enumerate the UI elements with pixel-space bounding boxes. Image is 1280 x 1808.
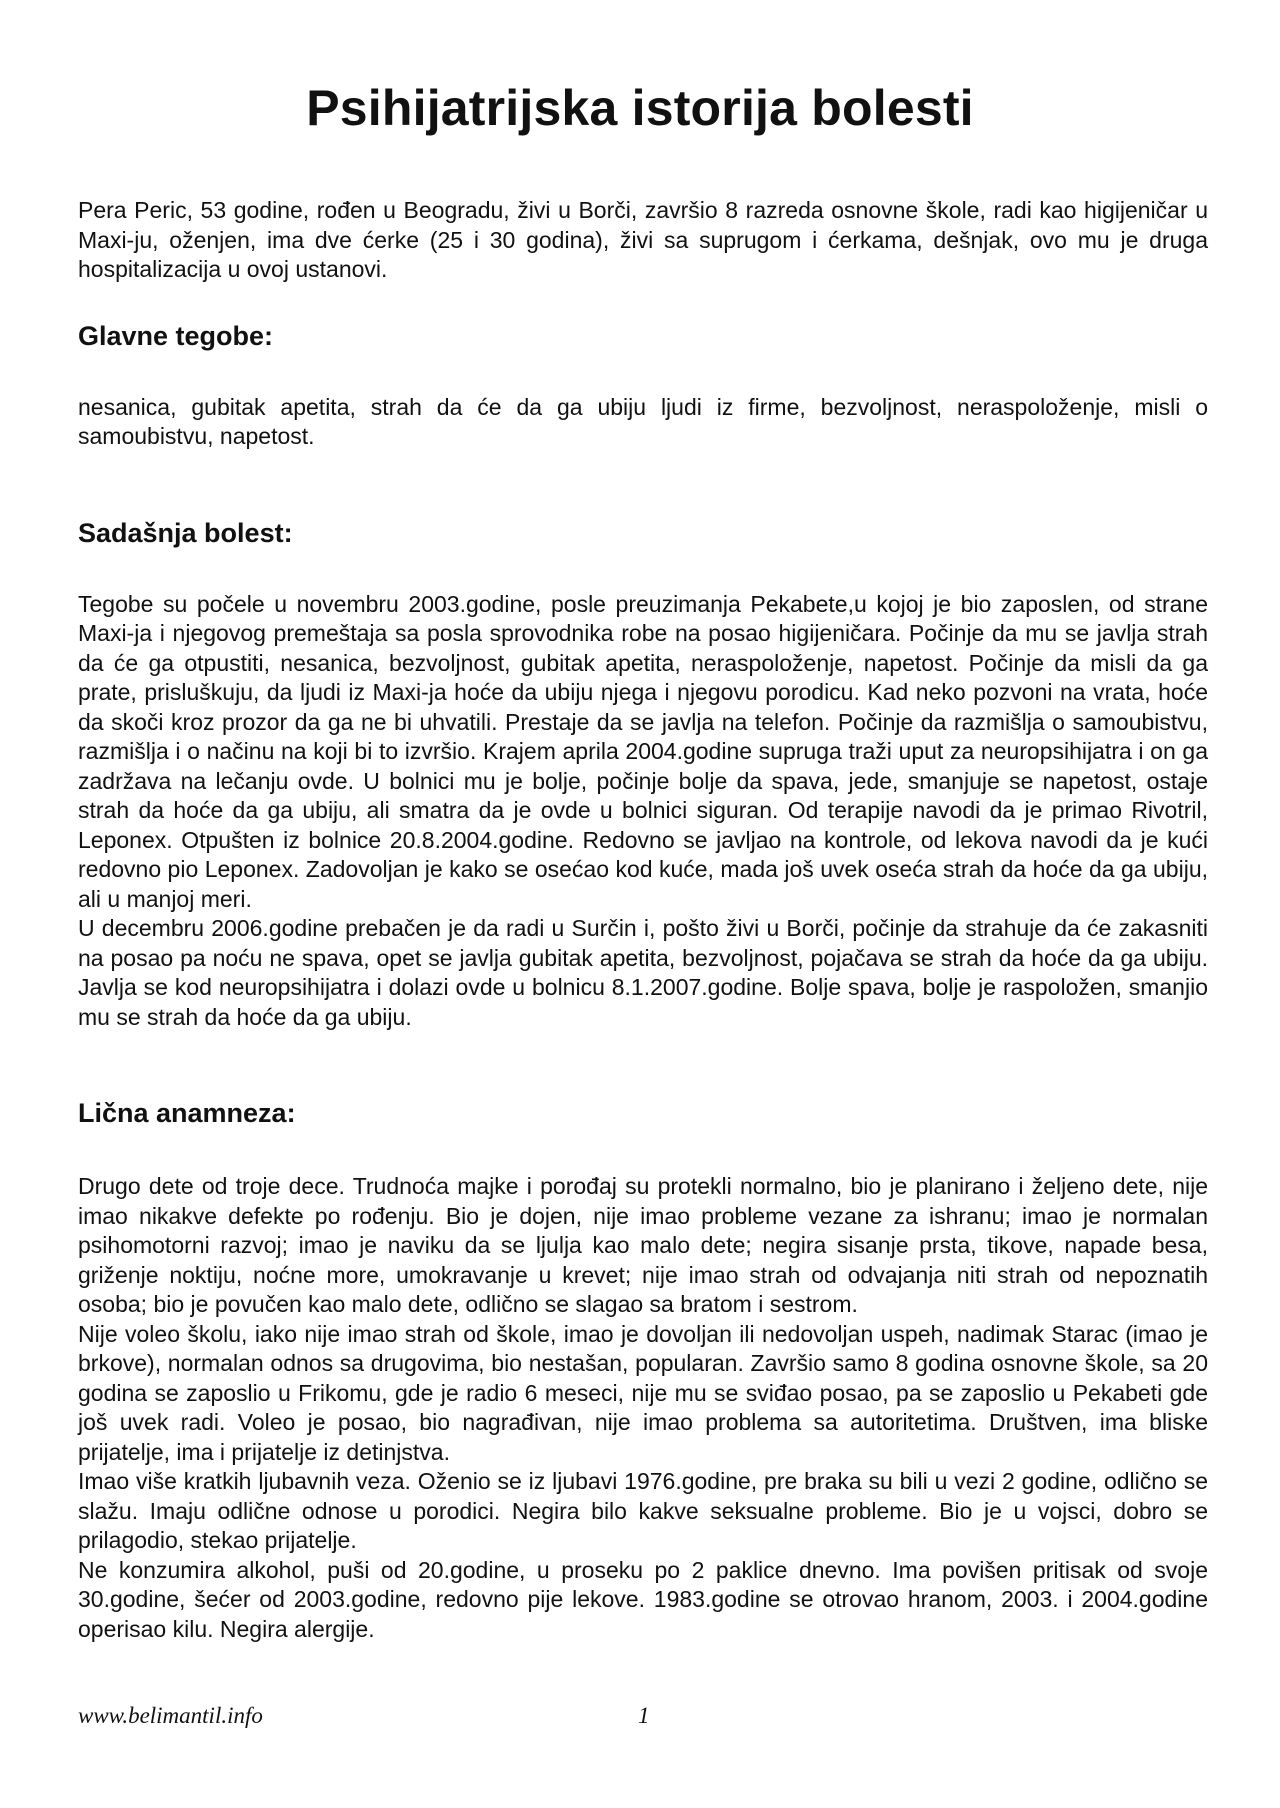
personal-history-paragraph: Ne konzumira alkohol, puši od 20.godine, u proseku po 2 paklice dnevno. Ima povišen pritisak od svoje 30.godine, šećer od 2003.godine, redovno pije lekove. 1983.godine se otrovao hranom, 2003. i 2004.godine operisao kilu. Negira alergije. <box>78 1556 1208 1642</box>
main-complaints-paragraph: nesanica, gubitak apetita, strah da će da ga ubiju ljudi iz firme, bezvoljnost, neraspoloženje, misli o samoubistvu, napetost. <box>78 393 1208 449</box>
page-footer <box>78 1701 1208 1731</box>
section-heading-personal-history: Lična anamneza: <box>78 1098 296 1128</box>
personal-history-paragraph: Nije voleo školu, iako nije imao strah od škole, imao je dovoljan ili nedovoljan uspeh, nadimak Starac (imao je brkove), normalan odnos sa drugovima, bio nestašan, popularan. Završio samo 8 godina osnovne škole, sa 20 godina se zaposlio u Frikomu, gde je radio 6 meseci, nije mu se sviđao posao, pa se zaposlio u Pekabeti gde još uvek radi. Voleo je posao, bio nagrađivan, nije imao problema sa autoritetima. Društven, ima bliske prijatelje, ima i prijatelje iz detinjstva. <box>78 1320 1208 1465</box>
section-heading-present-illness: Sadašnja bolest: <box>78 517 293 548</box>
personal-history-paragraph: Drugo dete od troje dece. Trudnoća majke i porođaj su protekli normalno, bio je planirano i željeno dete, nije imao nikakve defekte po rođenju. Bio je dojen, nije imao probleme vezane za ishranu; imao je normalan psihomotorni razvoj; imao je naviku da se ljulja kao malo dete; negira sisanje prsta, tikove, napade besa, griženje noktiju, noćne more, umokravanje u krevet; nije imao strah od odvajanja niti strah od nepoznatih osoba; bio je povučen kao malo dete, odlično se slagao sa bratom i sestrom. <box>78 1173 1208 1317</box>
present-illness-paragraph: U decembru 2006.godine prebačen je da radi u Surčin i, pošto živi u Borči, počinje da strahuje da će zakasniti na posao pa noću ne spava, opet se javlja gubitak apetita, bezvoljnost, pojačava se strah da hoće da ga ubiju. Javlja se kod neuropsihijatra i dolazi ovde u bolnicu 8.1.2007.godine. Bolje spava, bolje je raspoložen, smanjio mu se strah da hoće da ga ubiju. <box>78 915 1208 1030</box>
page-title: Psihijatrijska istorija bolesti <box>306 80 974 136</box>
present-illness-paragraph: Tegobe su počele u novembru 2003.godine, posle preuzimanja Pekabete,u kojoj je bio zaposlen, od strane Maxi-ja i njegovog premeštaja sa posla sprovodnika robe na posao higijeničara. Počinje da mu se javlja strah da će ga otpustiti, nesanica, bezvoljnost, gubitak apetita, neraspoloženje, napetost. Počinje da misli da ga prate, prisluškuju, da ljudi iz Maxi-ja hoće da ubiju njega i njegovu porodicu. Kad neko pozvoni na vrata, hoće da skoči kroz prozor da ga ne bi uhvatili. Prestaje da se javlja na telefon. Počinje da razmišlja o samoubistvu, razmišlja i o načinu na koji bi to izvršio. Krajem aprila 2004.godine supruga traži uput za neuropsihijatra i on ga zadržava na lečanju ovde. U bolnici mu je bolje, počinje bolje da spava, jede, smanjuje se napetost, ostaje strah da hoće da ga ubiju, ali smatra da je ovde u bolnici siguran. Od terapije navodi da je primao Rivotril, Leponex. Otpušten iz bolnice 20.8.2004.godine. Redovno se javljao na kontrole, od lekova navodi da je kući redovno pio Leponex. Zadovoljan je kako se osećao kod kuće, mada još uvek oseća strah da hoće da ga ubiju, ali u manjoj meri. <box>78 590 1208 912</box>
personal-history-paragraph: Imao više kratkih ljubavnih veza. Oženio se iz ljubavi 1976.godine, pre braka su bili u vezi 2 godine, odlično se slažu. Imaju odlične odnose u porodici. Negira bilo kakve seksualne probleme. Bio je u vojsci, dobro se prilagodio, stekao prijatelje. <box>78 1468 1208 1553</box>
intro-paragraph: Pera Peric, 53 godine, rođen u Beogradu, živi u Borči, završio 8 razreda osnovne škole, radi kao higijeničar u Maxi-ju, oženjen, ima dve ćerke (25 i 30 godina), živi sa suprugom i ćerkama, dešnjak, ovo mu je druga hospitalizacija u ovoj ustanovi. <box>78 197 1208 282</box>
section-heading-main-complaints: Glavne tegobe: <box>78 320 274 351</box>
footer-website: www.belimantil.info <box>78 1703 263 1728</box>
document-body <box>78 196 1208 1644</box>
page-number: 1 <box>638 1703 650 1728</box>
